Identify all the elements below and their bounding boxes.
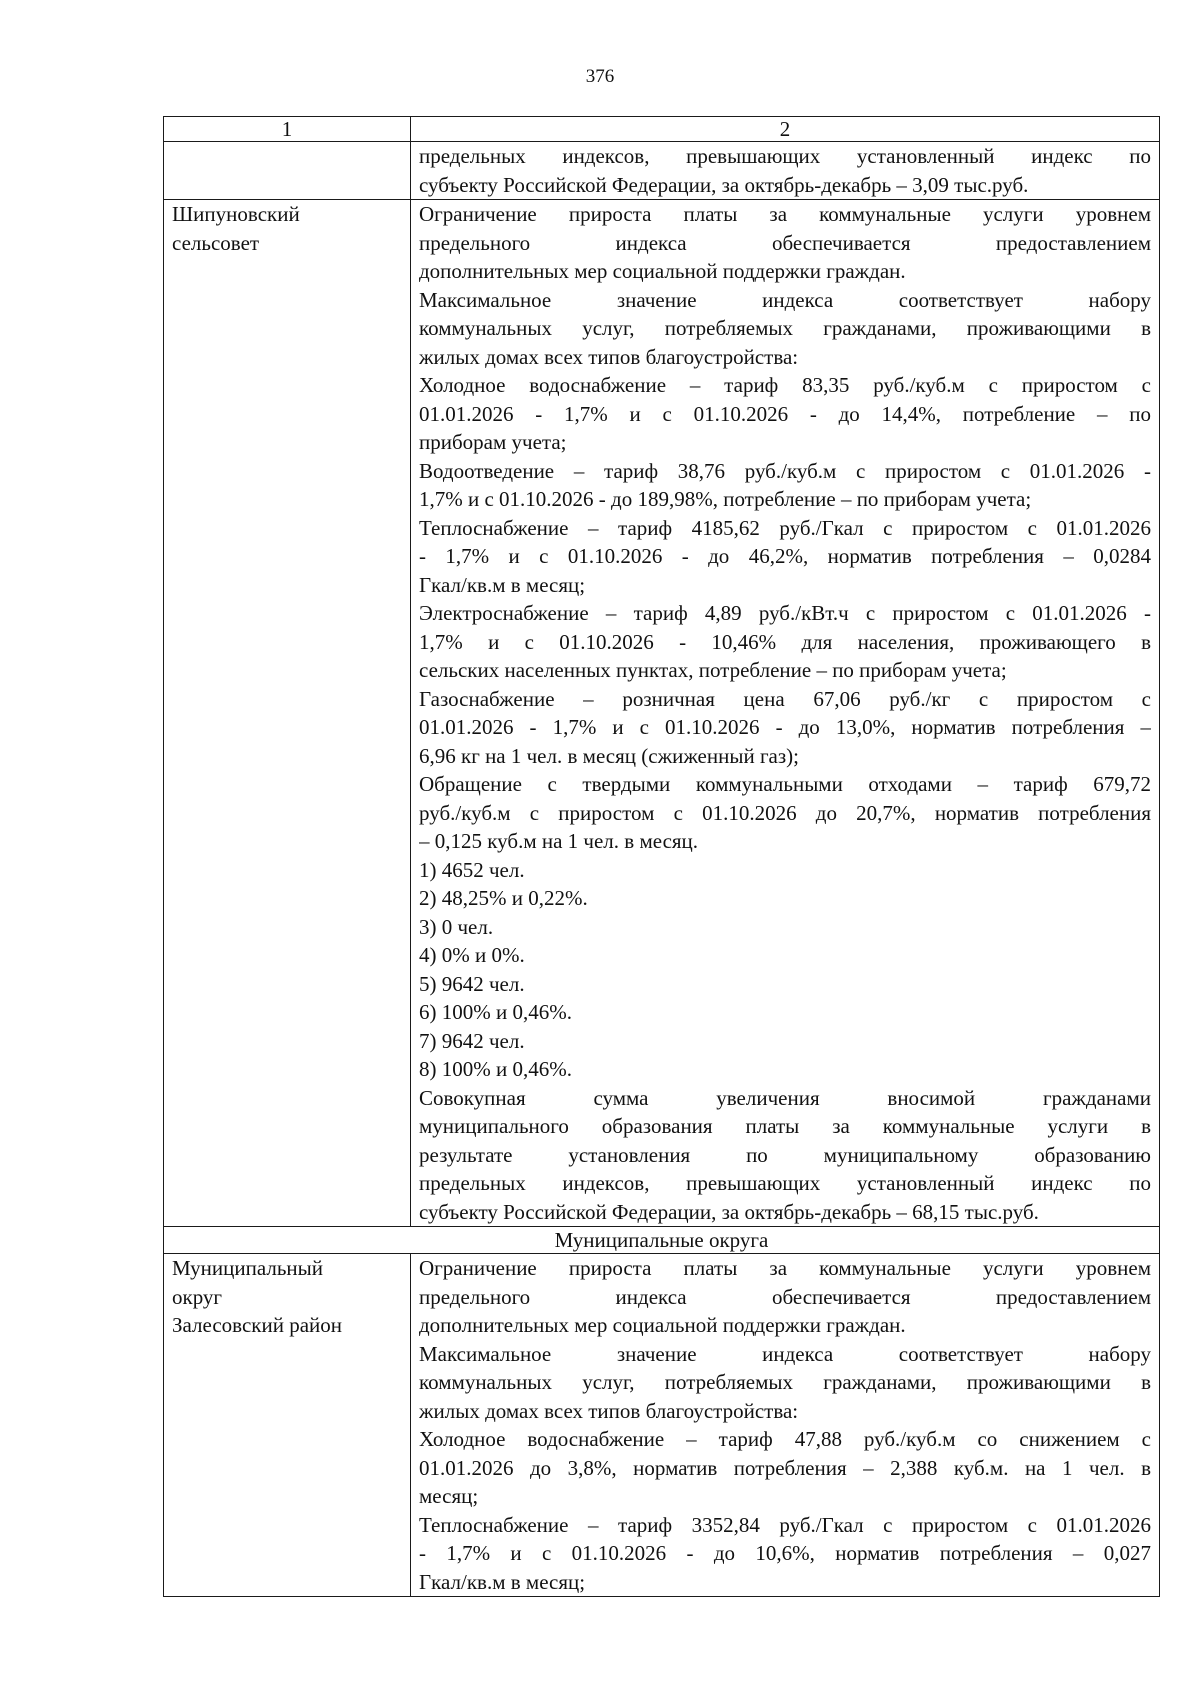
table-row: [164, 200, 1160, 1227]
text-line: субъекту Российской Федерации, за октябрь-декабрь – 3,09 тыс.руб.: [419, 172, 1029, 197]
text-line: жилых домах всех типов благоустройства:: [419, 344, 799, 369]
municipality-name-line: Муниципальный: [172, 1256, 323, 1280]
text-line: 1,7% и с 01.10.2026 - 10,46% для населения, проживающего в: [419, 629, 1151, 654]
text-line: 1,7% и с 01.10.2026 - до 189,98%, потребление – по приборам учета;: [419, 487, 1032, 511]
text-line: 2) 48,25% и 0,22%.: [419, 886, 588, 910]
text-line: Холодное водоснабжение – тариф 47,88 руб./куб.м со снижением с: [419, 1427, 1151, 1451]
municipality-name-line: округ: [172, 1284, 223, 1309]
text-line: предельного индекса обеспечивается предоставлением: [419, 230, 1151, 255]
text-line: сельских населенных пунктах, потребление – по приборам учета;: [419, 658, 1007, 682]
text-line: жилых домах всех типов благоустройства:: [419, 1398, 799, 1423]
text-line: предельных индексов, превышающих установленный индекс по: [419, 144, 1151, 168]
text-line: руб./куб.м с приростом с 01.10.2026 до 20,7%, норматив потребления: [419, 800, 1151, 825]
text-line: Водоотведение – тариф 38,76 руб./куб.м с приростом с 01.01.2026 -: [419, 458, 1151, 483]
municipality-name-line: сельсовет: [172, 230, 260, 255]
text-line: предельного индекса обеспечивается предоставлением: [419, 1284, 1151, 1309]
column-header-2: 2: [411, 117, 1160, 142]
municipality-name-cell: [164, 1254, 411, 1597]
text-line: Холодное водоснабжение – тариф 83,35 руб./куб.м с приростом с: [419, 373, 1151, 397]
text-line: Максимальное значение индекса соответствует набору: [419, 287, 1151, 312]
description-cell: [411, 1254, 1160, 1597]
column-header-1: 1: [164, 117, 411, 142]
page-number: 376: [585, 66, 615, 87]
text-line: Теплоснабжение – тариф 4185,62 руб./Гкал с приростом с 01.01.2026: [419, 515, 1151, 540]
text-line: 6) 100% и 0,46%.: [419, 1000, 572, 1024]
text-line: Газоснабжение – розничная цена 67,06 руб./кг с приростом с: [419, 686, 1151, 711]
municipality-name-cell: [164, 142, 411, 200]
text-line: 1) 4652 чел.: [419, 857, 525, 882]
text-line: предельных индексов, превышающих установленный индекс по: [419, 1171, 1151, 1195]
text-line: дополнительных мер социальной поддержки граждан.: [419, 1313, 906, 1337]
text-line: Теплоснабжение – тариф 3352,84 руб./Гкал с приростом с 01.01.2026: [419, 1512, 1151, 1537]
table-header-row: [164, 117, 1160, 142]
document-table: [163, 116, 1160, 1597]
text-line: 01.01.2026 до 3,8%, норматив потребления – 2,388 куб.м. на 1 чел. в: [419, 1455, 1151, 1480]
text-line: – 0,125 куб.м на 1 чел. в месяц.: [419, 829, 699, 853]
text-line: Максимальное значение индекса соответствует набору: [419, 1341, 1151, 1366]
text-line: - 1,7% и с 01.10.2026 - до 10,6%, норматив потребления – 0,027: [419, 1541, 1151, 1565]
description-cell: [411, 142, 1160, 200]
text-line: Совокупная сумма увеличения вносимой гражданами: [419, 1085, 1151, 1110]
text-line: муниципального образования платы за коммунальные услуги в: [419, 1114, 1151, 1138]
text-line: коммунальных услуг, потребляемых гражданами, проживающими в: [419, 316, 1151, 340]
text-line: 8) 100% и 0,46%.: [419, 1057, 572, 1081]
table-row: [164, 142, 1160, 200]
description-cell: [411, 200, 1160, 1227]
text-line: 01.01.2026 - 1,7% и с 01.10.2026 - до 13,0%, норматив потребления –: [419, 715, 1151, 739]
text-line: 01.01.2026 - 1,7% и с 01.10.2026 - до 14,4%, потребление – по: [419, 401, 1151, 426]
text-line: Ограничение прироста платы за коммунальные услуги уровнем: [419, 202, 1151, 226]
text-line: 6,96 кг на 1 чел. в месяц (сжиженный газ);: [419, 743, 799, 768]
text-line: - 1,7% и с 01.10.2026 - до 46,2%, норматив потребления – 0,0284: [419, 544, 1151, 568]
text-line: Гкал/кв.м в месяц;: [419, 572, 586, 597]
text-line: 7) 9642 чел.: [419, 1028, 525, 1053]
municipality-name-line: Залесовский район: [172, 1313, 343, 1337]
text-line: субъекту Российской Федерации, за октябрь-декабрь – 68,15 тыс.руб.: [419, 1199, 1039, 1224]
text-line: результате установления по муниципальному образованию: [419, 1142, 1151, 1167]
text-line: Электроснабжение – тариф 4,89 руб./кВт.ч с приростом с 01.01.2026 -: [419, 601, 1151, 625]
text-line: Гкал/кв.м в месяц;: [419, 1569, 586, 1594]
text-line: месяц;: [419, 1484, 479, 1508]
text-line: дополнительных мер социальной поддержки граждан.: [419, 259, 906, 283]
section-title: Муниципальные округа: [164, 1227, 1160, 1254]
text-line: 5) 9642 чел.: [419, 971, 525, 996]
table-row: [164, 1254, 1160, 1597]
section-row: [164, 1227, 1160, 1254]
text-line: Обращение с твердыми коммунальными отходами – тариф 679,72: [419, 772, 1151, 796]
text-line: Ограничение прироста платы за коммунальные услуги уровнем: [419, 1256, 1151, 1280]
municipality-name-cell: [164, 200, 411, 1227]
text-line: 4) 0% и 0%.: [419, 943, 525, 967]
text-line: коммунальных услуг, потребляемых гражданами, проживающими в: [419, 1370, 1151, 1394]
municipality-name-line: Шипуновский: [172, 202, 300, 226]
text-line: приборам учета;: [419, 430, 567, 454]
text-line: 3) 0 чел.: [419, 914, 494, 939]
